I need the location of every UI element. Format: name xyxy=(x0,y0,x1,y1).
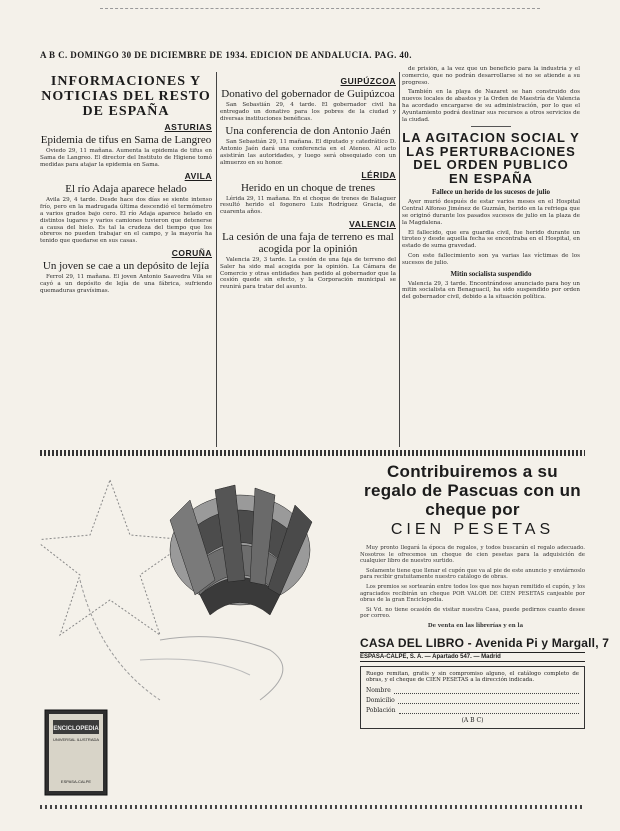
book-subtitle: UNIVERSAL ILUSTRADA xyxy=(52,737,100,742)
article-body: Valencia 29, 3 tarde. La cesión de una faja de terreno del Saler ha sido mal acogida por la opinión. La Cámara de Comercio y otras entidades han pedido al gobernador que la cesión quede sin efecto, y la Corporación municipal se reunirá para tratar del asunto. xyxy=(220,256,396,291)
ad-paragraph: Solamente tiene que llenar el cupón que va al pie de este anuncio y enviárnoslo para recibir gratuitamente nuestro catálogo de obras. xyxy=(360,567,585,581)
article-body: Oviedo 29, 11 mañana. Aumenta la epidemia de tifus en Sama de Langreo. El director del Instituto de Higiene tomó medidas para atajar la epidemia en Sama. xyxy=(40,148,212,168)
article-body: Avila 29, 4 tarde. Desde hace dos días se siente intenso frío, pero en la madrugada última descendió el termómetro a varios grados bajo cero. El río Adaja aparece helado en distintos lugares y varios camiones tuvieron que detenerse a causa del hielo. Es tal la crudeza del tiempo que los obreros no pueden trabajar en el campo, y la mayoría ha tenido que quedarse en sus casas. xyxy=(40,197,212,245)
article-conferencia xyxy=(220,125,396,166)
encyclopedia-book xyxy=(45,710,107,795)
ad-amount: CIEN PESETAS xyxy=(390,521,555,538)
article-body: El fallecido, que era guardia civil, fue herido durante un tiroteo y desde aquella fecha se encontraba en el Hospital, en estado de suma gravedad. xyxy=(402,229,580,250)
article-body: Con este fallecimiento son ya varias las víctimas de los sucesos de julio. xyxy=(402,252,580,266)
publisher-line: ESPASA-CALPE, S. A. — Apartado 547. — Madrid xyxy=(360,652,585,662)
article-headline: Una conferencia de don Antonio Jaén xyxy=(225,125,391,138)
books-spiral xyxy=(170,485,312,615)
article-subtitle: Fallece un herido de los sucesos de julio xyxy=(431,188,551,197)
article-avila xyxy=(40,171,212,245)
article-valencia xyxy=(220,219,396,291)
region-label: GUIPÚZCOA xyxy=(340,76,396,86)
field-line xyxy=(394,687,579,694)
article-body: Lérida 29, 11 mañana. En el choque de trenes de Balaguer resultó herido el fogonero Luis Rodríguez Gracia, de cuarenta años. xyxy=(220,195,396,216)
order-coupon xyxy=(360,666,585,729)
article-headline: Epidemia de tifus en Sama de Langreo xyxy=(40,134,212,146)
article-asturias xyxy=(40,122,212,168)
region-label: ASTURIAS xyxy=(164,122,212,132)
ad-illustration xyxy=(40,460,355,800)
article-headline: Donativo del gobernador de Guipúzcoa xyxy=(221,88,395,100)
ad-border xyxy=(40,450,585,456)
coupon-field-address[interactable] xyxy=(366,697,579,704)
ad-copy xyxy=(360,462,610,729)
ad-paragraph: Muy pronto llegará la época de regalos, y todos buscarán el regalo adecuado. Nosotros le ofrecemos un cheque de cien pesetas para la adquisición de cualquier libro de nuestro surtido. xyxy=(360,545,585,565)
column-2 xyxy=(220,74,396,294)
field-line xyxy=(399,707,580,714)
article-subhead: Mitin socialista suspendido xyxy=(450,269,532,278)
star-icon xyxy=(40,480,190,635)
article-headline: El río Adaja aparece helado xyxy=(65,183,187,196)
article-continuation: de prisión, a la vez que un beneficio para la industria y el comercio, que no podrán desarrollarse si no se atiende a su progreso. xyxy=(402,66,580,86)
region-label: LÉRIDA xyxy=(361,169,396,180)
article-continuation: También en la playa de Nazaret se han construido dos nuevos locales de abastos y la Orden de Maestría de Valencia ha acordado encargarse de su administración, por lo que el Ayuntamiento podrá destinar sus recursos a otros servicios de la ciudad. xyxy=(402,89,580,123)
ad-border xyxy=(40,805,585,809)
book-spine-label: ESPASA-CALPE xyxy=(60,779,92,784)
column-1 xyxy=(40,74,212,297)
field-line xyxy=(398,697,579,704)
column-3 xyxy=(402,66,580,304)
region-label: AVILA xyxy=(184,171,212,182)
ad-paragraph: De venta en las librerías y en la xyxy=(427,622,524,629)
article-headline: Un joven se cae a un depósito de lejía xyxy=(42,259,210,272)
section-title: LA AGITACION SOCIAL Y LAS PERTURBACIONES DEL ORDEN PUBLICO EN ESPAÑA xyxy=(402,130,580,186)
article-body: San Sebastián 29, 11 mañana. El diputado y catedrático D. Antonio Jaén dará una conferencia en el Ateneo. Al acto asistirán las autoridades, y luego será obsequiado con un almuerzo en su honor. xyxy=(220,139,396,166)
region-label: CORUÑA xyxy=(171,247,212,258)
article-headline: Herido en un choque de trenes xyxy=(240,181,376,194)
book-title: ENCICLOPEDIA xyxy=(53,726,99,732)
article-coruna xyxy=(40,248,212,294)
field-label: Población xyxy=(366,706,396,714)
article-guipuzcoa xyxy=(220,76,396,122)
article-body: Ferrol 29, 11 mañana. El joven Antonio Saavedra Vila se cayó a un depósito de lejía de una fábrica, sufriendo quemaduras gravísimas. xyxy=(40,273,212,294)
page-masthead: A B C. DOMINGO 30 DE DICIEMBRE DE 1934. EDICION DE ANDALUCIA. PAG. 40. xyxy=(40,50,412,60)
section-title: INFORMACIONES Y NOTICIAS DEL RESTO DE ESPAÑA xyxy=(41,74,211,119)
article-body: Ayer murió después de estar varios meses en el Hospital Central Alfonso Jiménez de Guzmán, herido en la refriega que se originó durante los pasados sucesos de julio en la plaza de la Magdalena. xyxy=(402,199,580,226)
field-label: Nombre xyxy=(366,686,391,694)
ad-headline: Contribuiremos a su regalo de Pascuas con un cheque por xyxy=(364,462,581,519)
coupon-field-name[interactable] xyxy=(366,687,579,694)
region-label: VALENCIA xyxy=(349,218,396,229)
coupon-text: Ruego remitan, gratis y sin compromiso alguno, el catálogo completo de obras, y el cheque de CIEN PESETAS a la dirección indicada. xyxy=(366,670,579,684)
article-body: San Sebastián 29, 4 tarde. El gobernador civil ha entregado un donativo para los pobres de la ciudad y diversas instituciones benéficas. xyxy=(220,102,396,122)
store-name: CASA DEL LIBRO - Avenida Pi y Margall, 7 xyxy=(360,635,610,650)
article-headline: La cesión de una faja de terreno es mal acogida por la opinión xyxy=(222,230,394,255)
article-body: Valencia 29, 3 tarde. Encontrándose anunciado para hoy un mitin socialista en Benaguacil, ha sido suspendido por orden del gobernador civil, debido a la situación política. xyxy=(402,280,580,301)
coupon-code: (A B C) xyxy=(461,716,484,724)
divider xyxy=(471,126,511,127)
ad-paragraph: Si Vd. no tiene ocasión de visitar nuestra Casa, puede pedirnos cuanto desee por correo. xyxy=(360,606,585,620)
column-rule xyxy=(216,72,217,447)
top-rule xyxy=(100,8,540,10)
coupon-field-town[interactable] xyxy=(366,707,579,714)
field-label: Domicilio xyxy=(366,696,395,704)
article-lerida xyxy=(220,170,396,216)
column-rule xyxy=(399,72,400,447)
ad-paragraph: Los premios se sortearán entre todos los que nos hayan remitido el cupón, y los agraciados recibirán un cheque POR VALOR DE CIEN PESETAS canjeable por obras de la gran Enciclopedia. xyxy=(360,583,585,604)
